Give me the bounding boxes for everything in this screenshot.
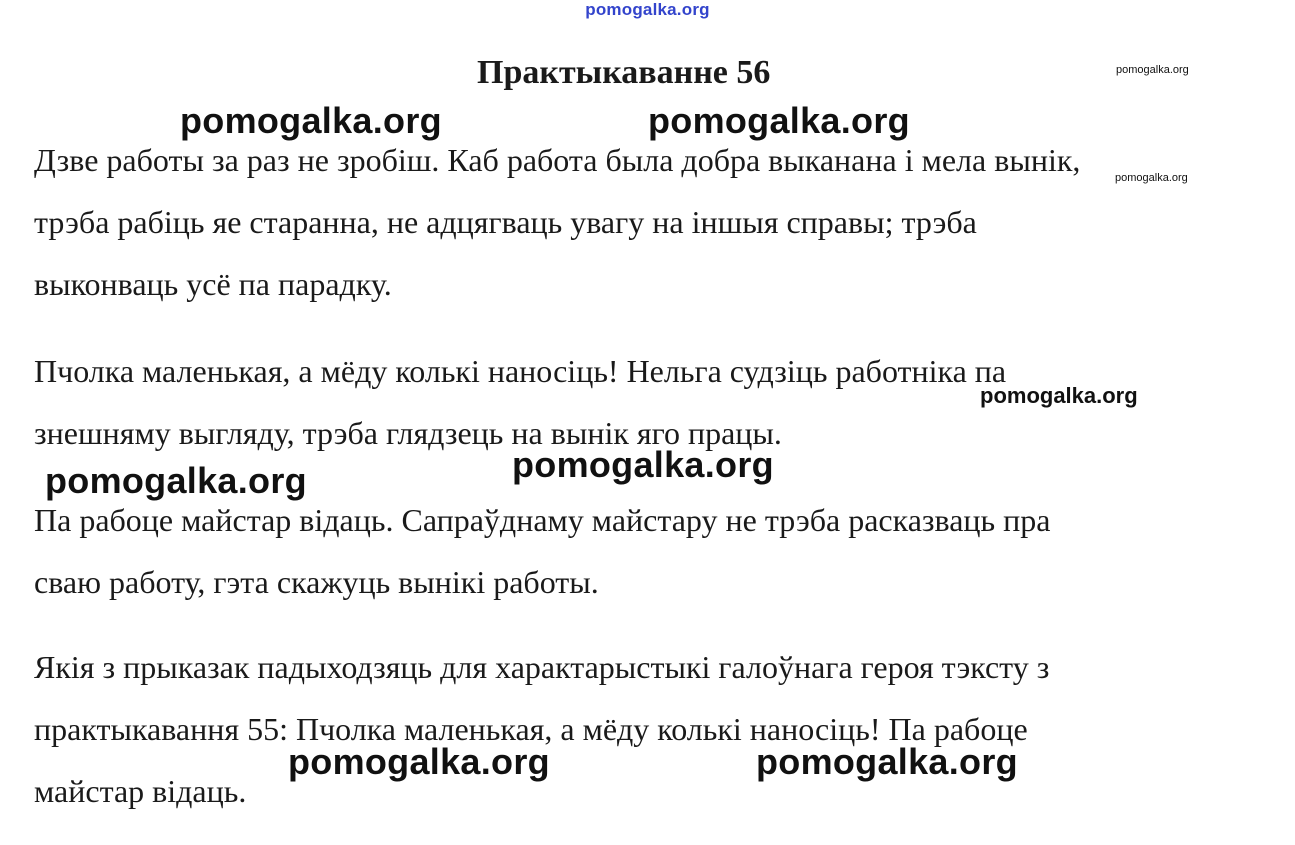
watermark-medium: pomogalka.org xyxy=(980,383,1138,408)
watermark: pomogalka.org xyxy=(288,741,550,782)
paragraph-line: сваю работу, гэта скажуць вынікі работы. xyxy=(34,564,599,600)
paragraph-line: выконваць усё па парадку. xyxy=(34,266,392,302)
exercise-title: Практыкаванне 56 xyxy=(477,54,771,91)
watermark: pomogalka.org xyxy=(648,100,910,141)
watermark-small: pomogalka.org xyxy=(1115,172,1188,184)
watermark: pomogalka.org xyxy=(756,741,1018,782)
watermark: pomogalka.org xyxy=(512,444,774,485)
paragraph-line: Дзве работы за раз не зробіш. Каб работа была добра выканана і мела вынік, xyxy=(34,142,1081,178)
paragraph-1 xyxy=(34,129,1234,315)
paragraph-line: Пчолка маленькая, а мёду колькі наносіць! Нельга судзіць работніка па xyxy=(34,353,1007,389)
watermark: pomogalka.org xyxy=(45,460,307,501)
paragraph-3 xyxy=(34,489,1234,613)
watermark: pomogalka.org xyxy=(180,100,442,141)
paragraph-line: майстар відаць. xyxy=(34,773,247,809)
paragraph-line: знешняму выгляду, трэба глядзець на вынік яго працы. xyxy=(34,415,782,451)
paragraph-line: трэба рабіць яе старанна, не адцягваць увагу на іншыя справы; трэба xyxy=(34,204,977,240)
paragraph-line: Па рабоце майстар відаць. Сапраўднаму майстару не трэба расказваць пра xyxy=(34,502,1051,538)
paragraph-4 xyxy=(34,636,1234,822)
watermark-small: pomogalka.org xyxy=(1116,64,1189,76)
site-link[interactable]: pomogalka.org xyxy=(585,0,710,19)
paragraph-line: практыкавання 55: Пчолка маленькая, а мёду колькі наносіць! Па рабоце xyxy=(34,711,1028,747)
paragraph-line: Якія з прыказак падыходзяць для характарыстыкі галоўнага героя тэксту з xyxy=(34,649,1050,685)
